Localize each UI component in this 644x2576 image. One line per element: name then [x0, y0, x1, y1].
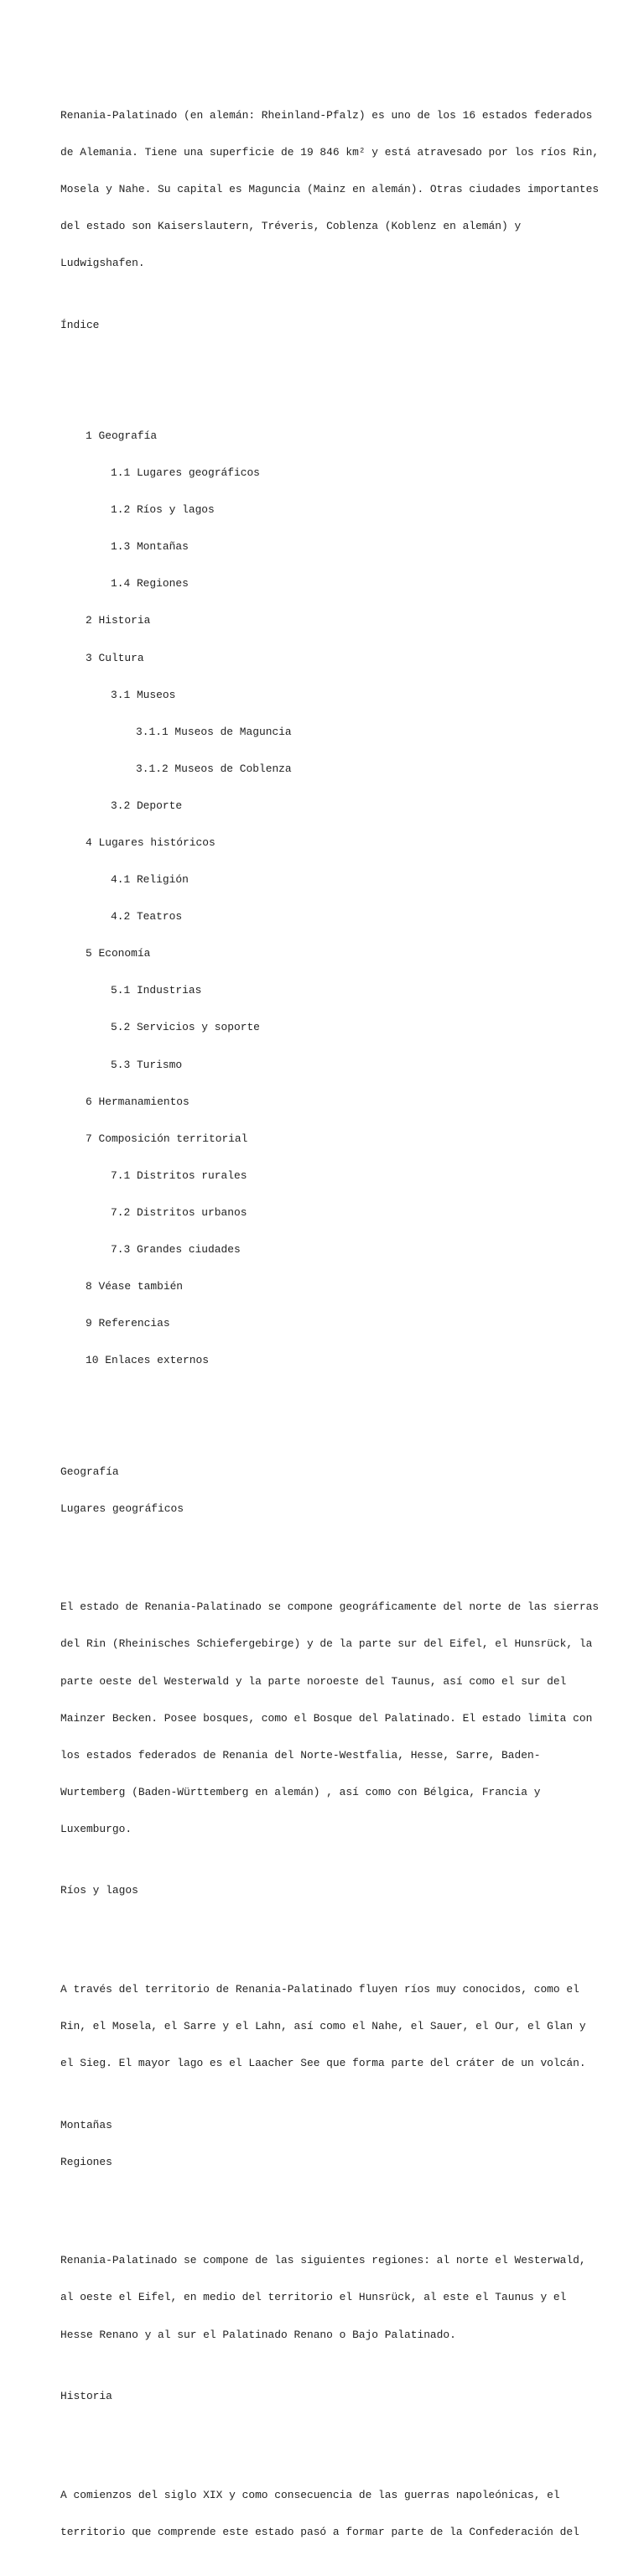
section-heading-regiones: Regiones — [60, 2155, 112, 2168]
lugares-paragraph — [60, 1577, 600, 1860]
spacer — [60, 2194, 597, 2206]
toc-title: Índice — [60, 318, 100, 331]
rios-paragraph — [60, 1959, 597, 2095]
text-line: parte oeste del Westerwald y la parte noroeste del Taunus, así como el sur del — [60, 1674, 567, 1688]
historia-paragraph — [60, 2464, 597, 2563]
toc-item[interactable]: 5.2 Servicios y soporte — [111, 1021, 260, 1034]
toc-item[interactable]: 3.2 Deporte — [111, 799, 183, 812]
toc-item[interactable]: 6 Hermanamientos — [86, 1095, 190, 1108]
text-line: al oeste el Eifel, en medio del territorio el Hunsrück, al este el Taunus y el — [60, 2291, 567, 2304]
text-line: del Rin (Rheinisches Schiefergebirge) y de la parte sur del Eifel, el Hunsrück, la — [60, 1637, 593, 1651]
text-line: Wurtemberg (Baden-Württemberg en alemán) , así como con Bélgica, Francia y — [60, 1785, 541, 1798]
toc-item[interactable]: 3.1 Museos — [111, 688, 176, 701]
text-line: Luxemburgo. — [60, 1822, 132, 1835]
spacer — [60, 1922, 597, 1934]
text-line: Renania-Palatinado se compone de las siguientes regiones: al norte el Westerwald, — [60, 2254, 586, 2267]
toc-item[interactable]: 8 Véase también — [86, 1280, 184, 1293]
spacer — [60, 1417, 597, 1429]
toc-item[interactable]: 7.3 Grandes ciudades — [111, 1243, 241, 1257]
text-line: Renania-Palatinado (en alemán: Rheinland-Pfalz) es uno de los 16 estados federados — [60, 108, 593, 122]
text-line: Ludwigshafen. — [60, 257, 145, 270]
toc-item[interactable]: 3.1.1 Museos de Maguncia — [136, 725, 292, 738]
text-line: territorio que comprende este estado pasó a formar parte de la Confederación del — [60, 2525, 579, 2538]
text-line: A comienzos del siglo XIX y como consecuencia de las guerras napoleónicas, el — [60, 2488, 560, 2501]
toc-item[interactable]: 3.1.2 Museos de Coblenza — [136, 762, 292, 775]
text-line: Hesse Renano y al sur el Palatinado Renano o Bajo Palatinado. — [60, 2328, 456, 2341]
toc-item[interactable]: 10 Enlaces externos — [86, 1354, 209, 1367]
text-line: Mainzer Becken. Posee bosques, como el Bosque del Palatinado. El estado limita con — [60, 1711, 593, 1725]
text-line: los estados federados de Renania del Norte-Westfalia, Hesse, Sarre, Baden- — [60, 1748, 541, 1762]
toc-item[interactable]: 4.2 Teatros — [111, 910, 183, 924]
text-line: Mosela y Nahe. Su capital es Maguncia (Mainz en alemán). Otras ciudades importantes — [60, 183, 600, 195]
toc-item[interactable]: 4 Lugares históricos — [86, 836, 216, 850]
toc-item[interactable]: 3 Cultura — [86, 651, 144, 664]
text-line: del estado son Kaiserslautern, Tréveris, Coblenza (Koblenz en alemán) y — [60, 220, 522, 233]
section-heading-rios: Ríos y lagos — [60, 1884, 138, 1897]
text-line: A través del territorio de Renania-Palatinado fluyen ríos muy conocidos, como el — [60, 1982, 579, 1996]
toc-item[interactable]: 2 Historia — [86, 614, 151, 627]
spacer — [60, 2428, 597, 2440]
spacer — [60, 356, 597, 369]
document-page — [60, 60, 600, 2576]
toc-item[interactable]: 4.1 Religión — [111, 873, 189, 887]
toc-item[interactable]: 5.1 Industrias — [111, 984, 202, 997]
toc-item[interactable]: 1.1 Lugares geográficos — [111, 466, 260, 480]
text-line: el Sieg. El mayor lago es el Laacher See que forma parte del cráter de un volcán. — [60, 2057, 586, 2070]
spacer — [60, 1540, 597, 1553]
toc-item[interactable]: 7.1 Distritos rurales — [111, 1168, 247, 1182]
section-heading-lugares: Lugares geográficos — [60, 1501, 184, 1515]
toc-item[interactable]: 1.2 Ríos y lagos — [111, 503, 215, 517]
text-line: Rin, el Mosela, el Sarre y el Lahn, así como el Nahe, el Sauer, el Our, el Glan y — [60, 2020, 586, 2033]
toc-item[interactable]: 5 Economía — [86, 947, 151, 960]
text-line: El estado de Renania-Palatinado se compone geográficamente del norte de las sierras — [60, 1600, 600, 1614]
text-line: de Alemania. Tiene una superficie de 19 846 km² y está atravesado por los ríos Rin, — [60, 145, 600, 159]
table-of-contents — [60, 406, 597, 1392]
toc-item[interactable]: 1.4 Regiones — [111, 577, 189, 591]
section-heading-historia: Historia — [60, 2390, 112, 2403]
section-heading-montanas: Montañas — [60, 2118, 112, 2131]
toc-item[interactable]: 1.3 Montañas — [111, 540, 189, 554]
toc-item[interactable]: 7.2 Distritos urbanos — [111, 1205, 247, 1219]
toc-item[interactable]: 7 Composición territorial — [86, 1132, 248, 1145]
toc-item[interactable]: 9 Referencias — [86, 1317, 170, 1330]
intro-paragraph — [60, 85, 600, 294]
toc-item[interactable]: 5.3 Turismo — [111, 1058, 183, 1071]
section-heading-geografia: Geografía — [60, 1465, 119, 1478]
regiones-paragraph — [60, 2230, 597, 2366]
toc-item[interactable]: 1 Geografía — [86, 429, 158, 442]
